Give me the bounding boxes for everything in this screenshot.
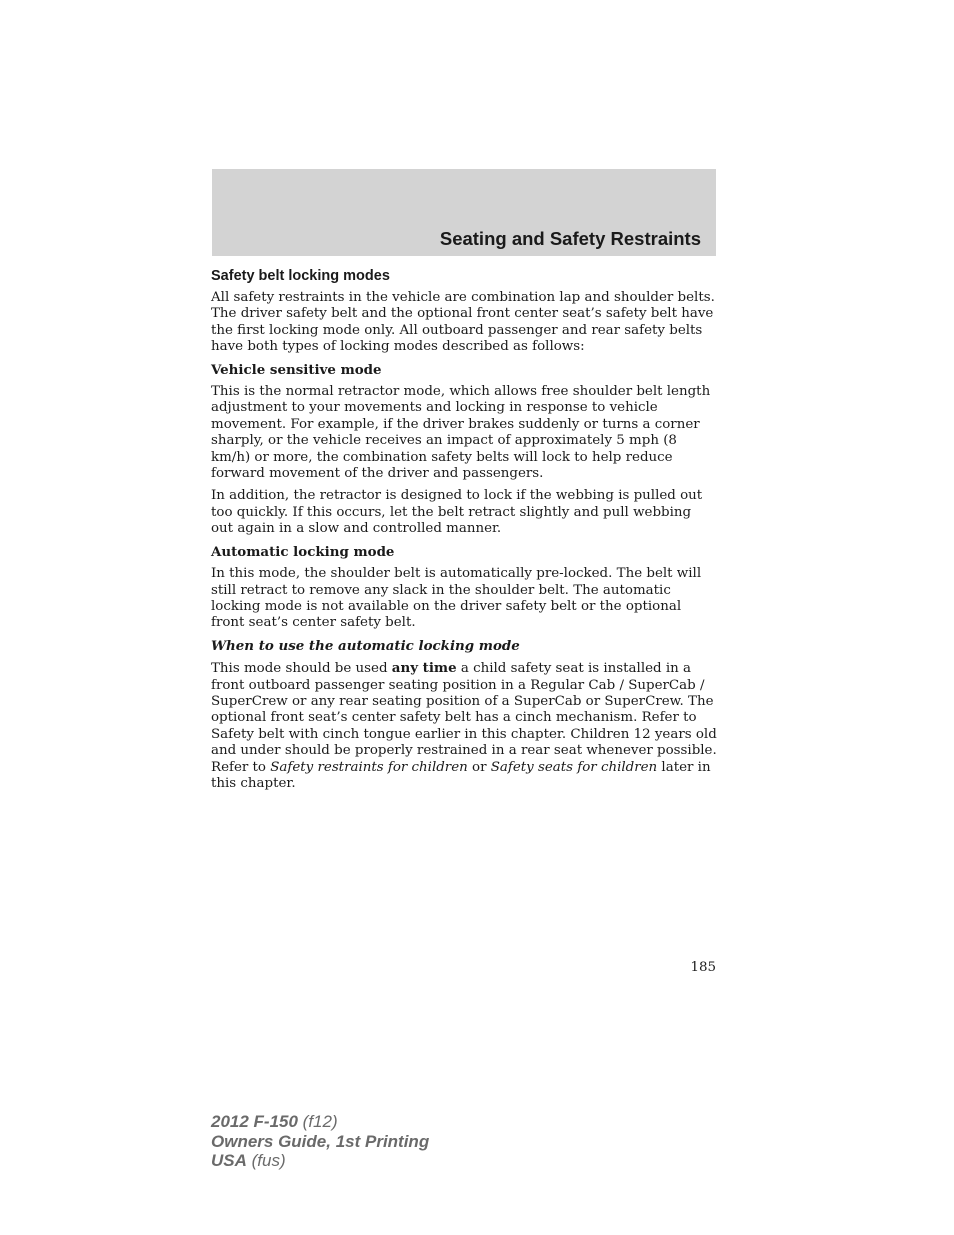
automatic-locking-heading: Automatic locking mode [211,543,395,560]
page-number: 185 [690,960,716,975]
when-to-use-text-4: later in this chapter. [211,759,711,791]
when-to-use-text-1: This mode should be used [211,661,392,677]
footer-market: USA [211,1151,247,1170]
when-to-use-paragraph [211,660,717,792]
when-to-use-text-3: or [467,759,491,775]
automatic-locking-paragraph: In this mode, the shoulder belt is automatically pre-locked. The belt will still retract to remove any slack in the shoulder belt. The automatic locking mode is not available on the driver safety belt or the optional front seat’s center safety belt. [211,566,702,631]
when-to-use-heading: When to use the automatic locking mode [211,637,520,654]
document-footer [211,1112,429,1171]
vehicle-sensitive-paragraph-2: In addition, the retractor is designed to lock if the webbing is pulled out too quickly. If this occurs, let the belt retract slightly and pull webbing out again in a slow and controlled manner. [211,488,703,537]
footer-line-guide: Owners Guide, 1st Printing [211,1131,430,1151]
reference-safety-restraints-for-children: Safety restraints for children [270,759,468,775]
when-to-use-emphasis: any time [391,660,457,677]
chapter-header-band [212,169,716,256]
reference-safety-seats-for-children: Safety seats for children [490,759,658,775]
footer-line-model [211,1112,429,1132]
vehicle-sensitive-heading: Vehicle sensitive mode [211,361,382,378]
page-content [211,267,717,798]
when-to-use-text-2: a child safety seat is installed in a front outboard passenger seating position in a Regular Cab / SuperCab / SuperCrew or any rear seating position of a SuperCab or SuperCrew. The optional front seat’s center safety belt has a cinch mechanism. Refer to Safety belt with cinch tongue earlier in this chapter. Children 12 years old and under should be properly restrained in a rear seat whenever possible. Refer to [211,661,717,775]
footer-market-code: (fus) [246,1151,286,1170]
footer-model-code: (f12) [297,1112,338,1131]
intro-paragraph: All safety restraints in the vehicle are combination lap and shoulder belts. The driver safety belt and the optional front center seat’s safety belt have the first locking mode only. All outboard passenger and rear safety belts have both types of locking modes described as follows: [211,290,715,355]
footer-line-market [211,1151,429,1171]
vehicle-sensitive-paragraph-1: This is the normal retractor mode, which allows free shoulder belt length adjustment to your movements and locking in response to vehicle movement. For example, if the driver brakes suddenly or turns a corner sharply, or the vehicle receives an impact of approximately 5 mph (8 km/h) or more, the combination safety belts will lock to help reduce forward movement of the driver and passengers. [211,384,711,482]
chapter-title: Seating and Safety Restraints [439,228,701,249]
footer-model: 2012 F-150 [211,1112,298,1131]
section-heading: Safety belt locking modes [211,268,390,284]
